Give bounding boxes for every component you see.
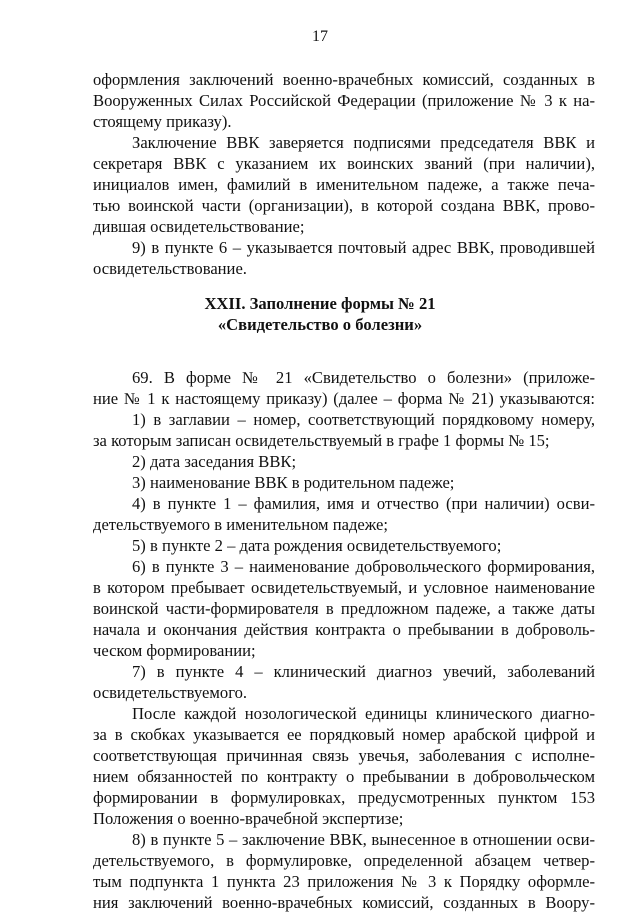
text-line: 8) в пункте 5 – заключение ВВК, вынесенное в отношении осви- xyxy=(132,830,595,849)
text-line: Положения о военно-врачебной экспертизе; xyxy=(93,809,404,828)
text-line: После каждой нозологической единицы клинического диагно- xyxy=(132,704,595,723)
text-line: освидетельствуемого. xyxy=(93,683,248,702)
text-line: 6) в пункте 3 – наименование добровольческого формирования, xyxy=(132,557,595,576)
text-line: 9) в пункте 6 – указывается почтовый адрес ВВК, проводившей xyxy=(132,238,595,257)
text-line: дившая освидетельствование; xyxy=(93,217,305,236)
text-line: секретаря ВВК с указанием их воинских званий (при наличии), xyxy=(93,154,595,173)
section-heading-line2: «Свидетельство о болезни» xyxy=(217,315,423,334)
text-line: 1) в заглавии – номер, соответствующий порядковому номеру, xyxy=(132,410,595,429)
text-line: 4) в пункте 1 – фамилия, имя и отчество (при наличии) осви- xyxy=(132,494,595,513)
text-line: детельствуемого в именительном падеже; xyxy=(93,515,388,534)
text-line: тым подпункта 1 пункта 23 приложения № 3 к Порядку оформле- xyxy=(93,872,595,891)
text-line: 3) наименование ВВК в родительном падеже; xyxy=(132,473,455,492)
text-line: освидетельствование. xyxy=(93,259,247,278)
text-line: за в скобках указывается ее порядковый номер арабской цифрой и xyxy=(93,725,595,744)
section-heading-line1: XXII. Заполнение формы № 21 xyxy=(204,294,436,313)
text-line: соответствующая причинная связь увечья, заболевания с исполне- xyxy=(93,746,595,765)
text-line: в котором пребывает освидетельствуемый, и условное наименование xyxy=(93,578,595,597)
text-line: ния заключений военно-врачебных комиссий, созданных в Воору- xyxy=(93,893,595,912)
text-line: 69. В форме № 21 «Свидетельство о болезни» (приложе- xyxy=(132,368,595,387)
text-line: детельствуемого, в формулировке, определенной абзацем четвер- xyxy=(93,851,595,870)
text-line: инициалов имен, фамилий в именительном падеже, а также печа- xyxy=(93,175,595,194)
text-line: Заключение ВВК заверяется подписями председателя ВВК и xyxy=(132,133,595,152)
text-line: начала и окончания действия контракта о пребывании в доброволь- xyxy=(93,620,595,639)
text-line: 7) в пункте 4 – клинический диагноз увечий, заболеваний xyxy=(132,662,595,681)
text-line: 5) в пункте 2 – дата рождения освидетельствуемого; xyxy=(132,536,502,555)
text-line: за которым записан освидетельствуемый в графе 1 формы № 15; xyxy=(93,431,550,450)
text-line: Вооруженных Силах Российской Федерации (приложение № 3 к на- xyxy=(93,91,595,110)
text-line: тью воинской части (организации), в которой создана ВВК, прово- xyxy=(93,196,595,215)
text-line: ние № 1 к настоящему приказу) (далее – форма № 21) указываются: xyxy=(93,389,595,408)
text-line: нием обязанностей по контракту о пребывании в добровольческом xyxy=(93,767,595,786)
page-number: 17 xyxy=(312,28,328,45)
text-line: стоящему приказу). xyxy=(93,112,232,131)
text-line: формировании в формулировках, предусмотренных пунктом 153 xyxy=(93,788,595,807)
text-line: воинской части-формирователя в предложном падеже, а также даты xyxy=(93,599,595,618)
text-line: оформления заключений военно-врачебных комиссий, созданных в xyxy=(93,70,595,89)
text-line: 2) дата заседания ВВК; xyxy=(132,452,297,471)
text-line: ческом формировании; xyxy=(93,641,256,660)
